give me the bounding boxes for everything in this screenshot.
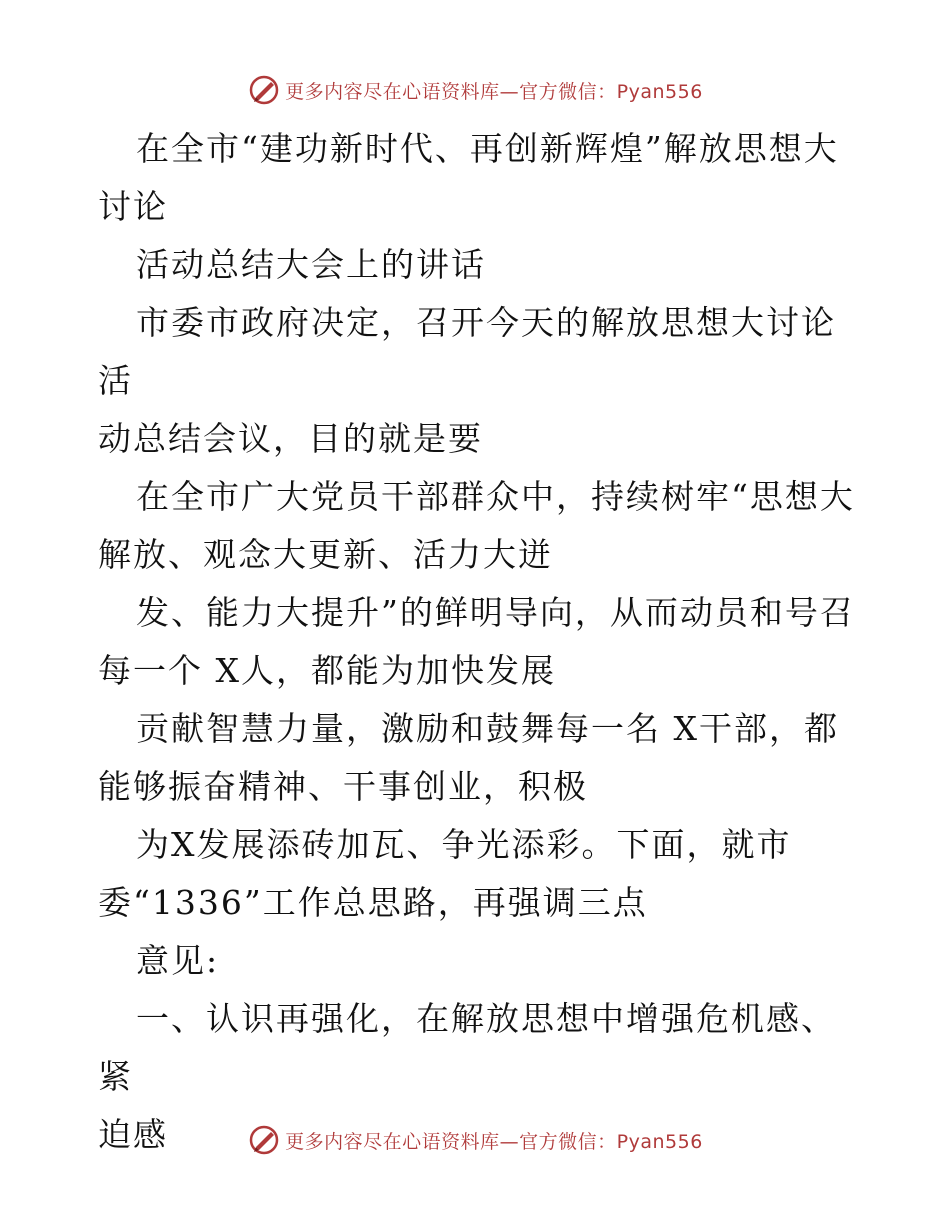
paragraph-title-line-1: 在全市“建功新时代、再创新辉煌”解放思想大 讨论: [98, 129, 839, 226]
paragraph-title-line-2: 活动总结大会上的讲话: [136, 245, 486, 284]
header-watermark-text: 更多内容尽在心语资料库—官方微信：Pyan556: [285, 80, 703, 103]
brand-logo-icon: [247, 73, 281, 107]
paragraph-intro: 市委市政府决定，召开今天的解放思想大讨论活 动总结会议，目的就是要: [98, 303, 836, 458]
header-watermark-banner: [0, 72, 950, 108]
footer-watermark-banner: [0, 1122, 950, 1158]
paragraph-encourage: 贡献智慧力量，激励和鼓舞每一名 X干部，都 能够振奋精神、干事创业，积极: [98, 709, 839, 806]
paragraph-opinion: 意见:: [136, 941, 220, 980]
footer-watermark-text: 更多内容尽在心语资料库—官方微信：Pyan556: [285, 1130, 703, 1153]
brand-logo-icon: [247, 1123, 281, 1157]
document-body: [98, 120, 858, 1164]
section-heading-1: 一、认识再强化，在解放思想中增强危机感、紧 迫感: [98, 999, 836, 1154]
paragraph-guidance: 发、能力大提升”的鲜明导向，从而动员和号召 每一个 X人，都能为加快发展: [98, 593, 855, 690]
paragraph-contribute: 为X发展添砖加瓦、争光添彩。下面，就市 委“1336”工作总思路，再强调三点: [98, 825, 792, 922]
paragraph-purpose: 在全市广大党员干部群众中，持续树牢“思想大 解放、观念大更新、活力大迸: [98, 477, 855, 574]
